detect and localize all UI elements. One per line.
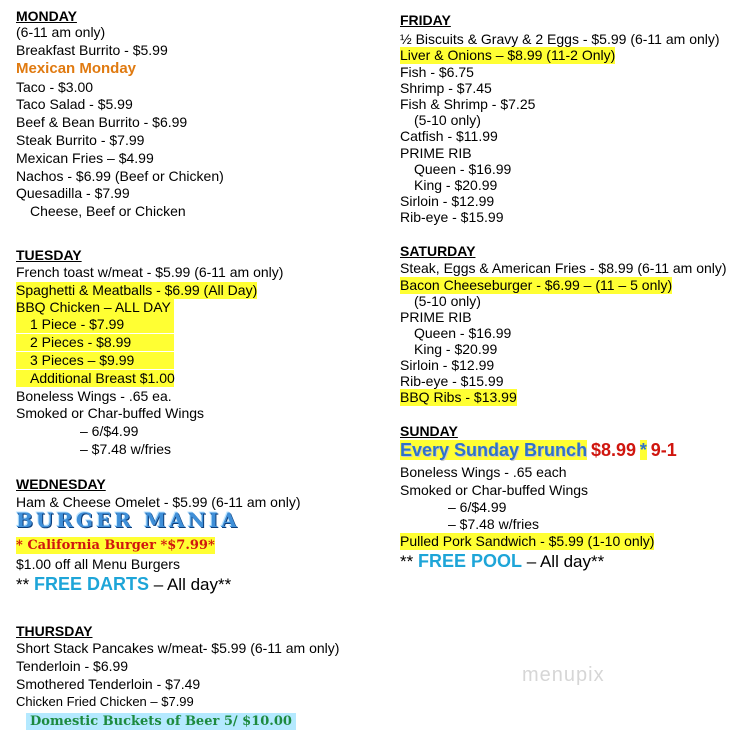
friday-item: Shrimp - $7.45 xyxy=(400,80,492,96)
saturday-steak: Sirloin - $12.99 xyxy=(400,357,495,373)
monday-item: Mexican Fries – $4.99 xyxy=(16,150,154,166)
saturday-bacon-cheeseburger: Bacon Cheeseburger - $6.99 – (11 – 5 only) xyxy=(400,277,673,293)
monday-item: Quesadilla - $7.99 xyxy=(16,185,130,201)
monday-item: Beef & Bean Burrito - $6.99 xyxy=(16,114,188,130)
sunday-wings: Boneless Wings - .65 each xyxy=(400,464,567,480)
saturday-prime-rib: PRIME RIB xyxy=(400,309,472,325)
mexican-monday-heading: Mexican Monday xyxy=(16,60,137,77)
bbq-item: 1 Piece - $7.99 xyxy=(16,316,174,333)
friday-fish-hours: (5-10 only) xyxy=(414,112,481,128)
saturday-hours: (5-10 only) xyxy=(414,293,481,309)
friday-item: Fish - $6.75 xyxy=(400,64,474,80)
friday-title: FRIDAY xyxy=(400,12,451,28)
friday-steak: Rib-eye - $15.99 xyxy=(400,209,504,225)
saturday-prime-item: King - $20.99 xyxy=(414,341,498,357)
friday-prime-item: King - $20.99 xyxy=(414,177,498,193)
sunday-brunch: Every Sunday Brunch xyxy=(400,440,588,460)
friday-liver: Liver & Onions – $8.99 (11-2 Only) xyxy=(400,47,616,63)
saturday-steak: Rib-eye - $15.99 xyxy=(400,373,504,389)
thursday-item: Tenderloin - $6.99 xyxy=(16,658,129,674)
saturday-steak-eggs: Steak, Eggs & American Fries - $8.99 (6-11 am only) xyxy=(400,260,727,276)
bbq-item: Additional Breast $1.00 xyxy=(16,370,174,387)
saturday-bbq-ribs: BBQ Ribs - $13.99 xyxy=(400,389,517,405)
thursday-item: Smothered Tenderloin - $7.49 xyxy=(16,676,201,692)
quesadilla-options: Cheese, Beef or Chicken xyxy=(30,203,186,219)
brunch-price: $8.99 xyxy=(590,440,636,460)
wing-price: – $7.48 w/fries xyxy=(448,516,540,532)
monday-breakfast: Breakfast Burrito - $5.99 xyxy=(16,42,168,58)
friday-catfish: Catfish - $11.99 xyxy=(400,128,498,144)
burger-discount: $1.00 off all Menu Burgers xyxy=(16,556,180,572)
wednesday-title: WEDNESDAY xyxy=(16,476,106,492)
brunch-hours: 9-1 xyxy=(650,440,677,460)
friday-prime-rib: PRIME RIB xyxy=(400,145,472,161)
wing-price: – 6/$4.99 xyxy=(80,423,139,439)
free-pool: FREE POOL xyxy=(417,551,522,571)
wing-price: – 6/$4.99 xyxy=(448,499,507,515)
friday-biscuits: ½ Biscuits & Gravy & 2 Eggs - $5.99 (6-11 am only) xyxy=(400,31,720,47)
wednesday-omelet: Ham & Cheese Omelet - $5.99 (6-11 am only) xyxy=(16,494,301,510)
wing-price: – $7.48 w/fries xyxy=(80,441,172,457)
tuesday-wings: Boneless Wings - .65 ea. xyxy=(16,388,172,404)
tuesday-spaghetti: Spaghetti & Meatballs - $6.99 (All Day) xyxy=(16,282,258,298)
tuesday-french-toast: French toast w/meat - $5.99 (6-11 am only) xyxy=(16,264,284,280)
free-pool-line: ** FREE POOL – All day** xyxy=(400,551,605,571)
friday-prime-item: Queen - $16.99 xyxy=(414,161,512,177)
sunday-brunch-line xyxy=(400,439,677,462)
monday-item: Steak Burrito - $7.99 xyxy=(16,132,145,148)
monday-hours: (6-11 am only) xyxy=(16,24,106,40)
tuesday-smoked-wings: Smoked or Char-buffed Wings xyxy=(16,405,205,421)
friday-steak: Sirloin - $12.99 xyxy=(400,193,495,209)
monday-item: Taco - $3.00 xyxy=(16,79,94,95)
sunday-smoked-wings: Smoked or Char-buffed Wings xyxy=(400,482,589,498)
tuesday-title: TUESDAY xyxy=(16,247,82,263)
menupix-watermark: menupix xyxy=(522,664,605,686)
saturday-title: SATURDAY xyxy=(400,243,476,259)
monday-title: MONDAY xyxy=(16,8,77,24)
california-burger: * California Burger *$7.99* xyxy=(16,538,215,553)
free-darts: FREE DARTS xyxy=(33,574,149,594)
saturday-prime-item: Queen - $16.99 xyxy=(414,325,512,341)
sunday-title: SUNDAY xyxy=(400,423,458,439)
burger-mania-heading: BURGER MANIA xyxy=(16,508,240,532)
bbq-item: 3 Pieces – $9.99 xyxy=(16,352,174,369)
sunday-pulled-pork: Pulled Pork Sandwich - $5.99 (1-10 only) xyxy=(400,533,655,549)
free-darts-line: ** FREE DARTS – All day** xyxy=(16,574,232,594)
bbq-chicken-heading: BBQ Chicken – ALL DAY xyxy=(16,299,174,316)
bbq-item: 2 Pieces - $8.99 xyxy=(16,334,174,351)
monday-item: Nachos - $6.99 (Beef or Chicken) xyxy=(16,168,224,184)
domestic-buckets: Domestic Buckets of Beer 5/ $10.00 xyxy=(26,713,296,730)
thursday-item: Chicken Fried Chicken – $7.99 xyxy=(16,694,194,709)
friday-item: Fish & Shrimp - $7.25 xyxy=(400,96,536,112)
thursday-item: Short Stack Pancakes w/meat- $5.99 (6-11 am only) xyxy=(16,640,340,656)
monday-item: Taco Salad - $5.99 xyxy=(16,96,133,112)
thursday-title: THURSDAY xyxy=(16,623,93,639)
brunch-star: * xyxy=(639,440,647,460)
